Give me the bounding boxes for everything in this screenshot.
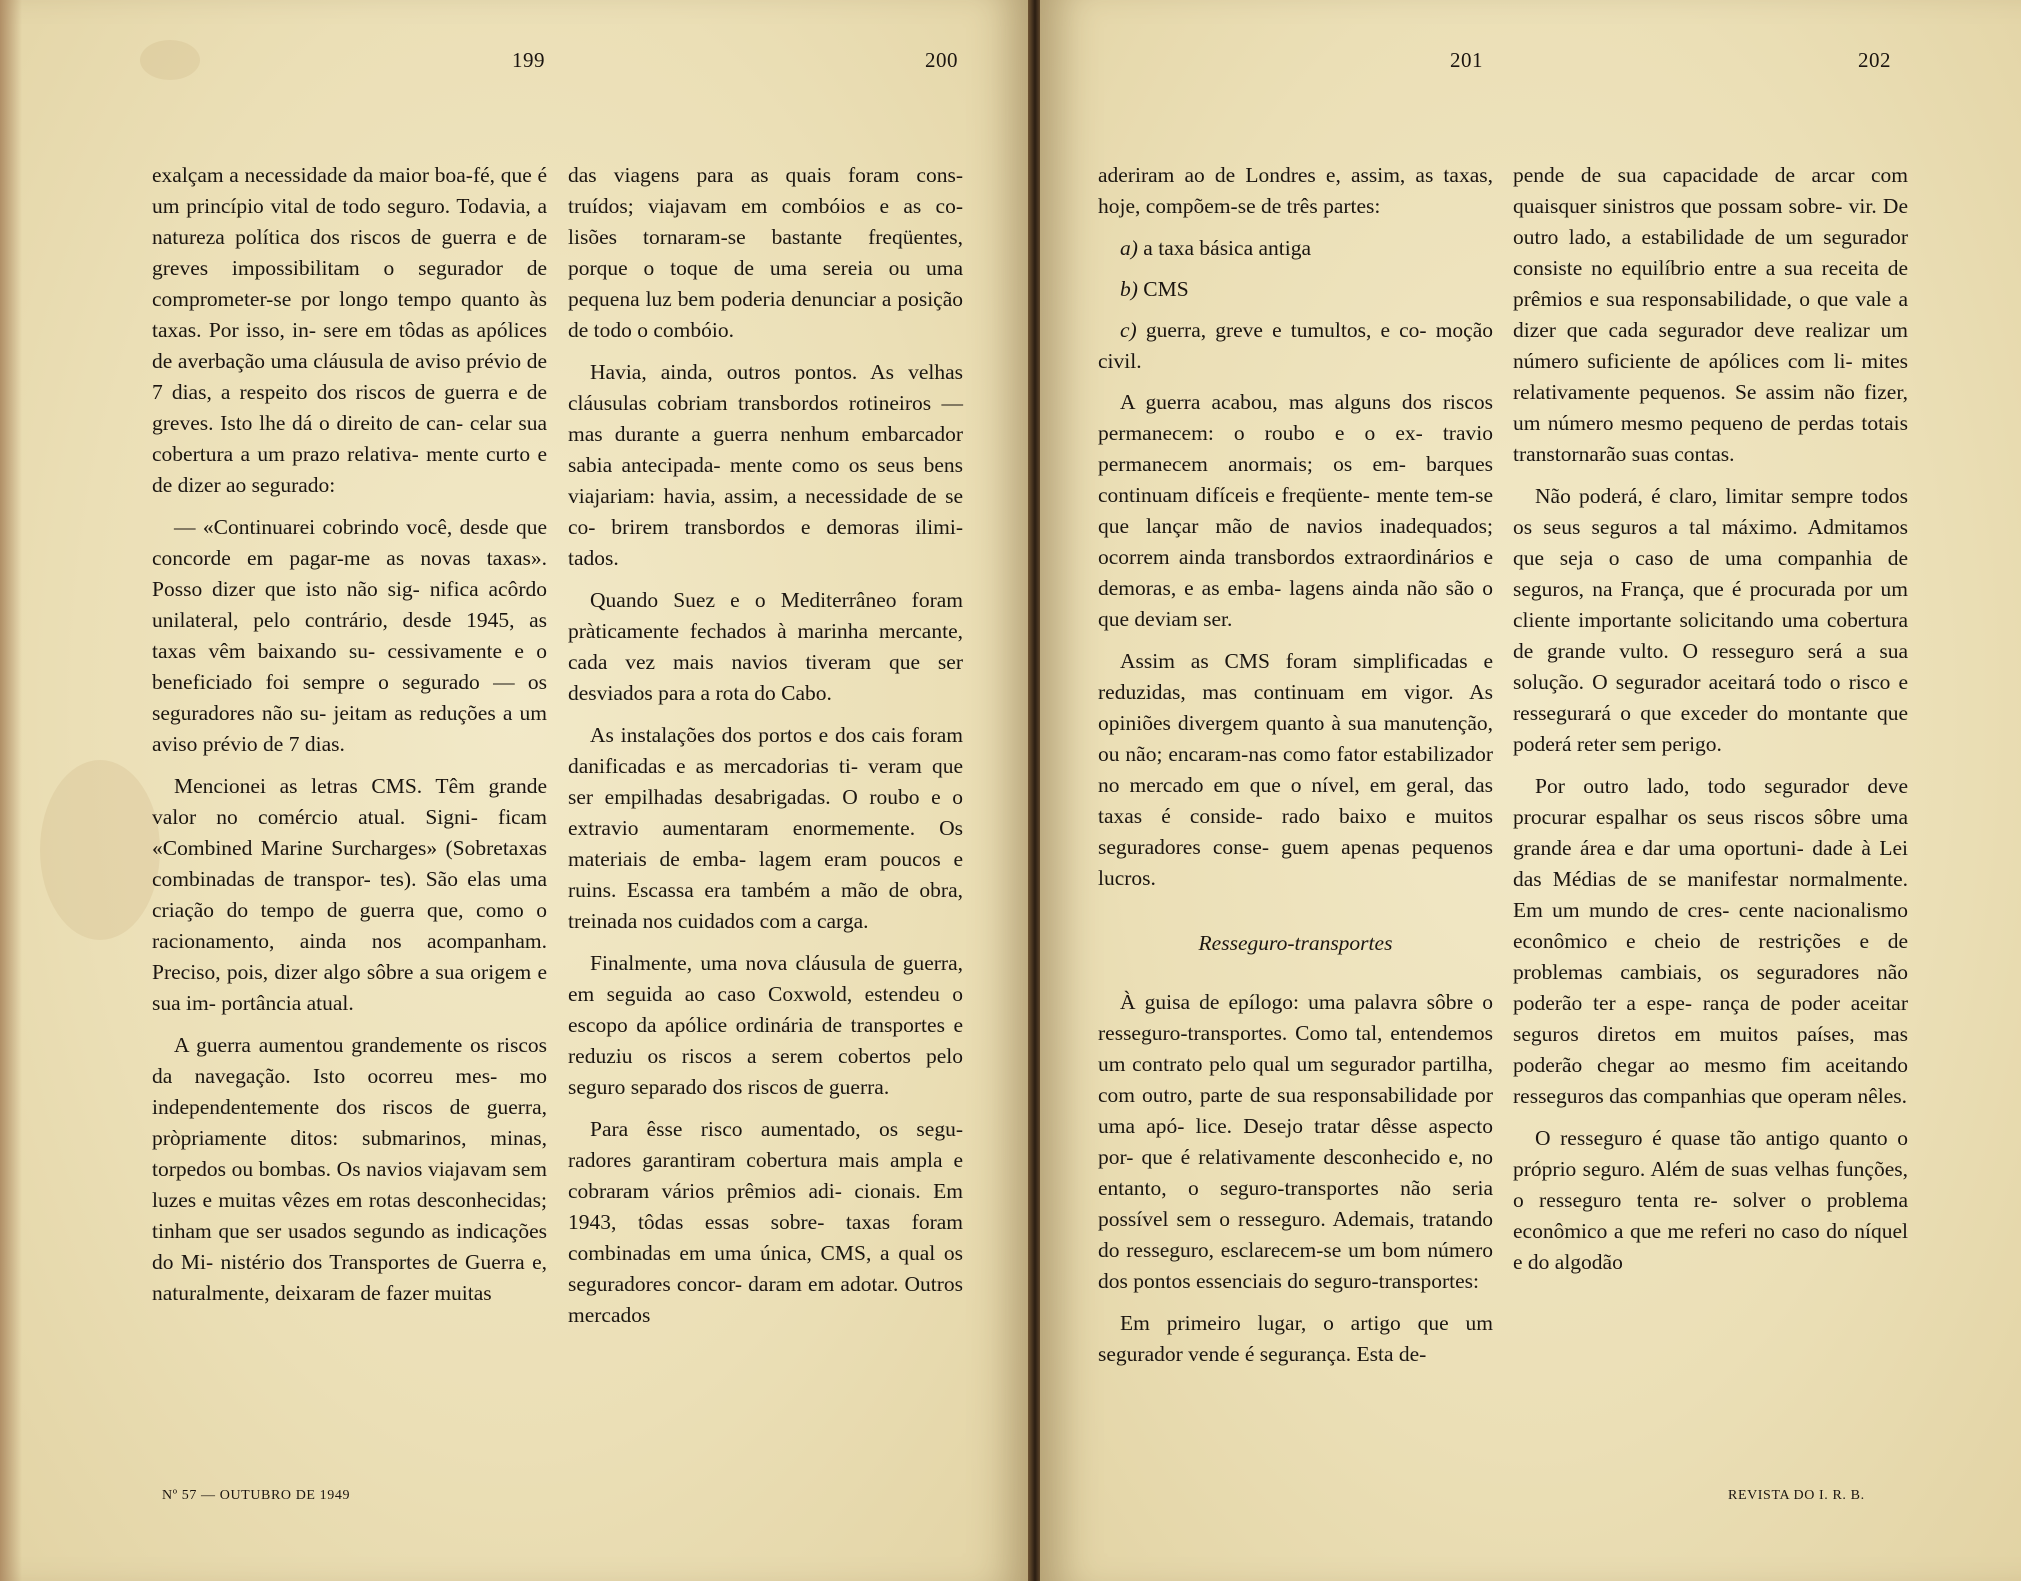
column-page-201 bbox=[1098, 160, 1493, 1381]
paragraph: exalçam a necessidade da maior boa-fé, que é um princípio vital de todo seguro. Todavia, a natureza política dos riscos de guerra e de greves impossibilitam o segurador de comprometer-se por longo tempo quanto às taxas. Por isso, in- sere em tôdas as apólices de averbação uma cláusula de aviso prévio de 7 dias, a respeito dos riscos de guerra e de greves. Isto lhe dá o direito de can- celar sua cobertura a um prazo relativa- mente curto e de dizer ao segurado: bbox=[152, 163, 547, 497]
list-marker: c) bbox=[1120, 318, 1137, 342]
page-number-202: 202 bbox=[1858, 48, 1891, 72]
paragraph: Em primeiro lugar, o artigo que um segurador vende é segurança. Esta de- bbox=[1098, 1311, 1493, 1366]
paragraph: das viagens para as quais foram cons- truídos; viajavam em combóios e as co- lisões tornaram-se bastante freqüentes, porque o toque de uma sereia ou uma pequena luz bem poderia denunciar a posição de todo o combóio. bbox=[568, 163, 963, 342]
paragraph: — «Continuarei cobrindo você, desde que concorde em pagar-me as novas taxas». Posso dizer que isto não sig- nifica acôrdo unilateral, pelo contrário, desde 1945, as taxas vêm baixando su- cessivamente e o beneficiado foi sempre o segurado — os seguradores não su- jeitam as reduções a um aviso prévio de 7 dias. bbox=[152, 515, 547, 756]
column-page-199 bbox=[152, 160, 547, 1320]
paragraph: As instalações dos portos e dos cais foram danificadas e as mercadorias ti- veram que ser empilhadas desabrigadas. O roubo e o extravio aumentaram enormemente. Os materiais de emba- lagem eram poucos e ruins. Escassa era também a mão de obra, treinada nos cuidados com a carga. bbox=[568, 723, 963, 933]
footer-journal: REVISTA DO I. R. B. bbox=[1728, 1488, 1865, 1503]
paragraph: pende de sua capacidade de arcar com quaisquer sinistros que possam sobre- vir. De outro lado, a estabilidade de um segurador consiste no equilíbrio entre a sua receita de prêmios e sua responsabilidade, o que vale a dizer que cada segurador deve realizar um número suficiente de apólices com li- mites relativamente pequenos. Se assim não fizer, um número mesmo pequeno de perdas totais transtornarão suas contas. bbox=[1513, 163, 1908, 466]
page-number-200: 200 bbox=[925, 48, 958, 72]
paragraph: Mencionei as letras CMS. Têm grande valor no comércio atual. Signi- ficam «Combined Marine Surcharges» (Sobretaxas combinadas de transpor- tes). São elas uma criação do tempo de guerra que, como o racionamento, ainda nos acompanham. Preciso, pois, dizer algo sôbre a sua origem e sua im- portância atual. bbox=[152, 774, 547, 1015]
paragraph: A guerra acabou, mas alguns dos riscos permanecem: o roubo e o ex- travio permanecem anormais; os em- barques continuam difíceis e freqüente- mente tem-se que lançar mão de navios inadequados; ocorrem ainda transbordos extraordinários e demoras, e as emba- lagens ainda não são o que deviam ser. bbox=[1098, 390, 1493, 631]
paragraph: Quando Suez e o Mediterrâneo foram pràticamente fechados à marinha mercante, cada vez mais navios tiveram que ser desviados para a rota do Cabo. bbox=[568, 588, 963, 705]
paragraph: Não poderá, é claro, limitar sempre todos os seus seguros a tal máximo. Admitamos que seja o caso de uma companhia de seguros, na França, que é procurada por um cliente importante solicitando uma cobertura de grande vulto. O resseguro será a sua solução. O segurador aceitará todo o risco e ressegurará o que exceder do montante que poderá reter sem perigo. bbox=[1513, 484, 1908, 756]
list-item-text: a taxa básica antiga bbox=[1143, 236, 1312, 260]
paragraph: À guisa de epílogo: uma palavra sôbre o resseguro-transportes. Como tal, entendemos um contrato pelo qual um segurador partilha, com outro, parte de sua responsabilidade por uma apó- lice. Desejo tratar dêsse aspecto por- que é relativamente desconhecido e, no entanto, o seguro-transportes não seria possível sem o resseguro. Ademais, tratando do resseguro, esclarecem-se um bom número dos pontos essenciais do seguro-transportes: bbox=[1098, 990, 1493, 1293]
paragraph: Para êsse risco aumentado, os segu- radores garantiram cobertura mais ampla e cobraram vários prêmios adi- cionais. Em 1943, tôdas essas sobre- taxas foram combinadas em uma única, CMS, a qual os seguradores concor- daram em adotar. Outros mercados bbox=[568, 1117, 963, 1327]
list-item-text: CMS bbox=[1143, 277, 1189, 301]
page-edge bbox=[0, 0, 22, 1581]
paragraph: Por outro lado, todo segurador deve procurar espalhar os seus riscos sôbre uma grande área e dar uma oportuni- dade à Lei das Médias de se manifestar normalmente. Em um mundo de cres- cente nacionalismo econômico e cheio de restrições e de problemas cambiais, os seguradores não poderão ter a espe- rança de poder aceitar seguros diretos em muitos países, mas poderão chegar ao mesmo fim aceitando resseguros das companhias que operam nêles. bbox=[1513, 774, 1908, 1108]
paper-stain bbox=[40, 760, 160, 940]
page-number-199: 199 bbox=[512, 48, 545, 72]
paragraph: Assim as CMS foram simplificadas e reduzidas, mas continuam em vigor. As opiniões divergem quanto à sua manutenção, ou não; encaram-nas como fator estabilizador no mercado em que o nível, em geral, das taxas é conside- rado baixo e muitos seguradores conse- guem apenas pequenos lucros. bbox=[1098, 649, 1493, 890]
list-item bbox=[1098, 315, 1493, 377]
paper-stain bbox=[140, 40, 200, 80]
column-page-200 bbox=[568, 160, 963, 1342]
list-item bbox=[1098, 274, 1493, 305]
list-item-text: guerra, greve e tumultos, e co- moção civil. bbox=[1098, 318, 1494, 373]
paragraph: O resseguro é quase tão antigo quanto o próprio seguro. Além de suas velhas funções, o resseguro tenta re- solver o problema econômico a que me referi no caso do níquel e do algodão bbox=[1513, 1126, 1908, 1274]
list-marker: b) bbox=[1120, 277, 1138, 301]
list-item bbox=[1098, 233, 1493, 264]
page-number-201: 201 bbox=[1450, 48, 1483, 72]
paragraph: Finalmente, uma nova cláusula de guerra, em seguida ao caso Coxwold, estendeu o escopo da apólice ordinária de transportes e reduziu os riscos a serem cobertos pelo seguro separado dos riscos de guerra. bbox=[568, 951, 963, 1099]
right-page bbox=[1040, 0, 2021, 1581]
paragraph: aderiram ao de Londres e, assim, as taxas, hoje, compõem-se de três partes: bbox=[1098, 163, 1493, 218]
section-heading: Resseguro-transportes bbox=[1198, 931, 1393, 955]
column-page-202 bbox=[1513, 160, 1908, 1289]
list-marker: a) bbox=[1120, 236, 1138, 260]
paragraph: Havia, ainda, outros pontos. As velhas cláusulas cobriam transbordos rotineiros — mas durante a guerra nenhum embarcador sabia antecipada- mente como os seus bens viajariam: havia, assim, a necessidade de se co- brirem transbordos e demoras ilimi- tados. bbox=[568, 360, 963, 570]
footer-issue: Nº 57 — OUTUBRO DE 1949 bbox=[162, 1488, 351, 1503]
paragraph: A guerra aumentou grandemente os riscos da navegação. Isto ocorreu mes- mo independentemente dos riscos de guerra, pròpriamente ditos: submarinos, minas, torpedos ou bombas. Os navios viajavam sem luzes e muitas vêzes em rotas desconhecidas; tinham que ser usados segundo as indicações do Mi- nistério dos Transportes de Guerra e, naturalmente, deixaram de fazer muitas bbox=[152, 1033, 547, 1305]
